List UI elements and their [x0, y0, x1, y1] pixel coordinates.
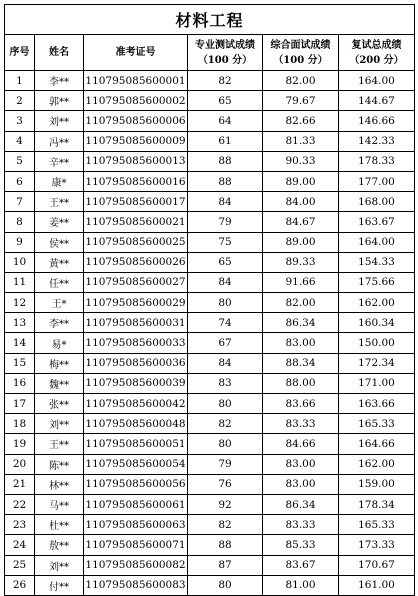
cell-total-score: 154.33 — [339, 252, 415, 272]
table-row — [5, 151, 415, 171]
cell-index: 19 — [5, 434, 35, 454]
header-total-max: （200 分） — [349, 54, 404, 66]
cell-written-score: 88 — [188, 151, 263, 171]
cell-interview-score: 89.33 — [263, 252, 339, 272]
table-row — [5, 91, 415, 111]
cell-interview-score: 84.66 — [263, 434, 339, 454]
cell-name: 辛** — [35, 151, 84, 171]
cell-interview-score: 83.33 — [263, 414, 339, 434]
cell-total-score: 164.66 — [339, 434, 415, 454]
cell-index: 2 — [5, 91, 35, 111]
cell-name: 王** — [35, 192, 84, 212]
cell-written-score: 84 — [188, 192, 263, 212]
cell-ticket: 110795085600048 — [84, 414, 188, 434]
cell-index: 9 — [5, 232, 35, 252]
table-row — [5, 192, 415, 212]
cell-interview-score: 83.00 — [263, 474, 339, 494]
cell-ticket: 110795085600061 — [84, 494, 188, 514]
cell-total-score: 164.00 — [339, 71, 415, 91]
cell-ticket: 110795085600042 — [84, 394, 188, 414]
cell-written-score: 74 — [188, 313, 263, 333]
header-written-score — [188, 35, 263, 71]
cell-index: 11 — [5, 272, 35, 292]
cell-total-score: 163.66 — [339, 394, 415, 414]
cell-index: 18 — [5, 414, 35, 434]
cell-index: 3 — [5, 111, 35, 131]
table-row — [5, 212, 415, 232]
cell-name: 姜** — [35, 212, 84, 232]
cell-interview-score: 84.67 — [263, 212, 339, 232]
cell-interview-score: 82.00 — [263, 293, 339, 313]
cell-name: 魏** — [35, 373, 84, 393]
cell-written-score: 84 — [188, 353, 263, 373]
cell-interview-score: 84.00 — [263, 192, 339, 212]
table-row — [5, 232, 415, 252]
header-row — [5, 35, 415, 71]
cell-written-score: 80 — [188, 575, 263, 595]
cell-ticket: 110795085600063 — [84, 515, 188, 535]
cell-name: 李** — [35, 313, 84, 333]
table-row — [5, 515, 415, 535]
cell-ticket: 110795085600009 — [84, 131, 188, 151]
cell-ticket: 110795085600016 — [84, 171, 188, 191]
cell-written-score: 76 — [188, 474, 263, 494]
table-row — [5, 272, 415, 292]
cell-total-score: 144.67 — [339, 91, 415, 111]
cell-index: 25 — [5, 555, 35, 575]
cell-interview-score: 83.00 — [263, 454, 339, 474]
cell-total-score: 173.33 — [339, 535, 415, 555]
table-row — [5, 313, 415, 333]
cell-interview-score: 85.33 — [263, 535, 339, 555]
cell-interview-score: 81.00 — [263, 575, 339, 595]
cell-name: 易* — [35, 333, 84, 353]
cell-written-score: 65 — [188, 252, 263, 272]
cell-total-score: 163.67 — [339, 212, 415, 232]
cell-written-score: 92 — [188, 494, 263, 514]
table-row — [5, 111, 415, 131]
table-row — [5, 171, 415, 191]
table-row — [5, 131, 415, 151]
cell-total-score: 165.33 — [339, 414, 415, 434]
cell-interview-score: 88.00 — [263, 373, 339, 393]
cell-total-score: 170.67 — [339, 555, 415, 575]
cell-name: 王* — [35, 293, 84, 313]
cell-interview-score: 82.00 — [263, 71, 339, 91]
cell-index: 14 — [5, 333, 35, 353]
cell-index: 23 — [5, 515, 35, 535]
header-written-max: （100 分） — [197, 54, 253, 66]
cell-written-score: 83 — [188, 373, 263, 393]
table-row — [5, 252, 415, 272]
cell-ticket: 110795085600083 — [84, 575, 188, 595]
cell-index: 15 — [5, 353, 35, 373]
cell-total-score: 150.00 — [339, 333, 415, 353]
cell-name: 刘** — [35, 414, 84, 434]
table-row — [5, 414, 415, 434]
header-interview-label: 综合面试成绩 — [270, 39, 331, 51]
cell-written-score: 82 — [188, 515, 263, 535]
table-row — [5, 293, 415, 313]
cell-index: 26 — [5, 575, 35, 595]
cell-name: 敖** — [35, 535, 84, 555]
cell-total-score: 175.66 — [339, 272, 415, 292]
cell-index: 8 — [5, 212, 35, 232]
cell-ticket: 110795085600082 — [84, 555, 188, 575]
cell-index: 24 — [5, 535, 35, 555]
cell-name: 刘** — [35, 555, 84, 575]
cell-index: 21 — [5, 474, 35, 494]
cell-interview-score: 82.66 — [263, 111, 339, 131]
cell-name: 陈** — [35, 454, 84, 474]
table-title: 材料工程 — [5, 5, 415, 35]
cell-total-score: 168.00 — [339, 192, 415, 212]
cell-total-score: 142.33 — [339, 131, 415, 151]
header-written-label: 专业测试成绩 — [195, 39, 255, 51]
cell-ticket: 110795085600039 — [84, 373, 188, 393]
cell-name: 刘** — [35, 111, 84, 131]
cell-interview-score: 86.34 — [263, 313, 339, 333]
cell-index: 7 — [5, 192, 35, 212]
cell-name: 冯** — [35, 131, 84, 151]
cell-ticket: 110795085600021 — [84, 212, 188, 232]
table-row — [5, 454, 415, 474]
cell-total-score: 171.00 — [339, 373, 415, 393]
cell-total-score: 165.33 — [339, 515, 415, 535]
header-ticket: 准考证号 — [84, 35, 188, 71]
cell-written-score: 88 — [188, 535, 263, 555]
cell-total-score: 164.00 — [339, 232, 415, 252]
cell-index: 10 — [5, 252, 35, 272]
header-total-label: 复试总成绩 — [351, 39, 402, 51]
cell-written-score: 67 — [188, 333, 263, 353]
cell-ticket: 110795085600056 — [84, 474, 188, 494]
cell-total-score: 159.00 — [339, 474, 415, 494]
cell-ticket: 110795085600026 — [84, 252, 188, 272]
cell-name: 任** — [35, 272, 84, 292]
cell-index: 12 — [5, 293, 35, 313]
cell-written-score: 84 — [188, 272, 263, 292]
cell-written-score: 61 — [188, 131, 263, 151]
cell-total-score: 177.00 — [339, 171, 415, 191]
cell-index: 13 — [5, 313, 35, 333]
cell-total-score: 178.34 — [339, 494, 415, 514]
header-index: 序号 — [5, 35, 35, 71]
table-body — [5, 71, 415, 596]
table-row — [5, 474, 415, 494]
cell-index: 17 — [5, 394, 35, 414]
cell-index: 5 — [5, 151, 35, 171]
cell-interview-score: 81.33 — [263, 131, 339, 151]
table-row — [5, 394, 415, 414]
score-table — [4, 4, 415, 596]
cell-interview-score: 89.00 — [263, 232, 339, 252]
cell-ticket: 110795085600031 — [84, 313, 188, 333]
table-row — [5, 575, 415, 595]
cell-index: 16 — [5, 373, 35, 393]
cell-written-score: 79 — [188, 454, 263, 474]
header-interview-max: （100 分） — [273, 54, 328, 66]
cell-written-score: 82 — [188, 414, 263, 434]
cell-ticket: 110795085600029 — [84, 293, 188, 313]
table-row — [5, 71, 415, 91]
cell-ticket: 110795085600051 — [84, 434, 188, 454]
cell-total-score: 178.33 — [339, 151, 415, 171]
cell-name: 王** — [35, 434, 84, 454]
cell-name: 马** — [35, 494, 84, 514]
cell-written-score: 75 — [188, 232, 263, 252]
cell-ticket: 110795085600002 — [84, 91, 188, 111]
cell-ticket: 110795085600001 — [84, 71, 188, 91]
table-row — [5, 333, 415, 353]
cell-interview-score: 91.66 — [263, 272, 339, 292]
cell-ticket: 110795085600036 — [84, 353, 188, 373]
cell-interview-score: 83.66 — [263, 394, 339, 414]
cell-interview-score: 83.67 — [263, 555, 339, 575]
cell-total-score: 162.00 — [339, 454, 415, 474]
cell-interview-score: 79.67 — [263, 91, 339, 111]
cell-ticket: 110795085600054 — [84, 454, 188, 474]
cell-index: 6 — [5, 171, 35, 191]
cell-ticket: 110795085600071 — [84, 535, 188, 555]
cell-ticket: 110795085600033 — [84, 333, 188, 353]
header-total-score — [339, 35, 415, 71]
header-name: 姓名 — [35, 35, 84, 71]
cell-name: 梅** — [35, 353, 84, 373]
cell-name: 康* — [35, 171, 84, 191]
cell-total-score: 172.34 — [339, 353, 415, 373]
cell-total-score: 160.34 — [339, 313, 415, 333]
cell-ticket: 110795085600017 — [84, 192, 188, 212]
cell-interview-score: 86.34 — [263, 494, 339, 514]
cell-written-score: 64 — [188, 111, 263, 131]
table-row — [5, 494, 415, 514]
cell-written-score: 65 — [188, 91, 263, 111]
cell-written-score: 88 — [188, 171, 263, 191]
cell-interview-score: 90.33 — [263, 151, 339, 171]
cell-ticket: 110795085600006 — [84, 111, 188, 131]
cell-name: 杜** — [35, 515, 84, 535]
cell-name: 林** — [35, 474, 84, 494]
cell-total-score: 161.00 — [339, 575, 415, 595]
header-interview-score — [263, 35, 339, 71]
cell-interview-score: 83.33 — [263, 515, 339, 535]
score-sheet — [4, 4, 414, 596]
cell-interview-score: 83.00 — [263, 333, 339, 353]
cell-name: 李** — [35, 71, 84, 91]
table-row — [5, 555, 415, 575]
cell-name: 郭** — [35, 91, 84, 111]
cell-interview-score: 89.00 — [263, 171, 339, 191]
cell-written-score: 82 — [188, 71, 263, 91]
cell-name: 张** — [35, 394, 84, 414]
cell-index: 4 — [5, 131, 35, 151]
cell-written-score: 80 — [188, 394, 263, 414]
cell-name: 付** — [35, 575, 84, 595]
cell-index: 20 — [5, 454, 35, 474]
cell-name: 黄** — [35, 252, 84, 272]
cell-interview-score: 88.34 — [263, 353, 339, 373]
cell-name: 侯** — [35, 232, 84, 252]
cell-total-score: 162.00 — [339, 293, 415, 313]
table-row — [5, 373, 415, 393]
table-row — [5, 535, 415, 555]
cell-ticket: 110795085600027 — [84, 272, 188, 292]
cell-written-score: 80 — [188, 293, 263, 313]
cell-written-score: 79 — [188, 212, 263, 232]
cell-ticket: 110795085600013 — [84, 151, 188, 171]
cell-index: 22 — [5, 494, 35, 514]
cell-total-score: 146.66 — [339, 111, 415, 131]
table-row — [5, 434, 415, 454]
cell-written-score: 87 — [188, 555, 263, 575]
cell-written-score: 80 — [188, 434, 263, 454]
table-row — [5, 353, 415, 373]
cell-index: 1 — [5, 71, 35, 91]
cell-ticket: 110795085600025 — [84, 232, 188, 252]
